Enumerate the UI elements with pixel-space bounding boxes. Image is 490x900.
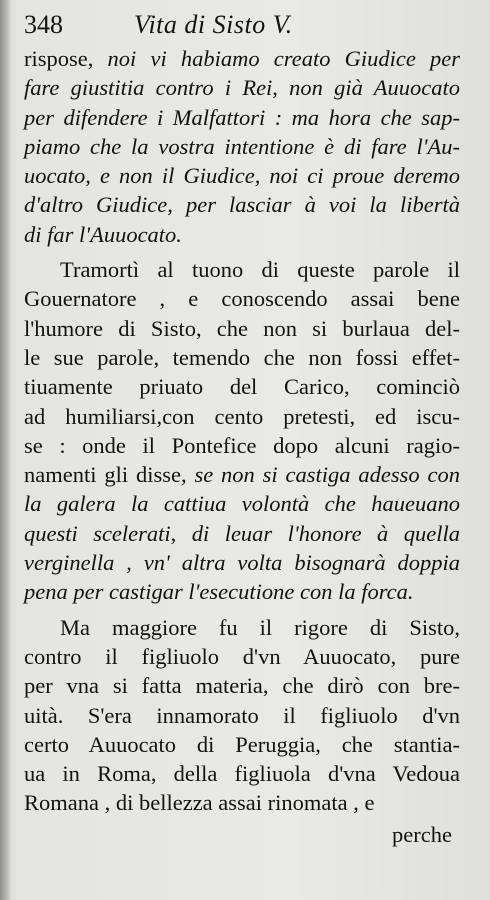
italic-text: piamo che la vostra intentione è di fare l'Au- (24, 133, 460, 159)
body-text (24, 44, 460, 818)
text-line (24, 642, 460, 671)
text-line (24, 788, 460, 817)
text-line (24, 132, 460, 161)
text-line (24, 402, 460, 431)
text-line (24, 44, 460, 73)
italic-text: per difendere i Malfattori : ma hora che sap- (24, 104, 460, 130)
text-line (24, 613, 460, 642)
italic-text: uocato, e non il Giudice, noi ci proue deremo (24, 163, 460, 189)
roman-text: per vna si fatta materia, che dirò con bre- (24, 673, 460, 699)
roman-text: contro il figliuolo d'vn Auuocato, pure (24, 643, 460, 669)
text-line (24, 759, 460, 788)
italic-text: di far l'Auuocato. (24, 221, 182, 247)
text-line (24, 343, 460, 372)
text-line (24, 255, 460, 284)
text-line (24, 161, 460, 190)
text-line (24, 730, 460, 759)
text-line (24, 701, 460, 730)
roman-text: rispose, (24, 46, 108, 71)
roman-text: le sue parole, temendo che non fossi effet- (24, 344, 460, 370)
text-line (24, 548, 460, 577)
roman-text: Romana , di bellezza assai rinomata , e (24, 790, 375, 816)
roman-text: l'humore di Sisto, che non si burlaua del- (24, 315, 460, 341)
text-line (24, 671, 460, 700)
paragraph (24, 255, 460, 607)
page-gutter-shadow (0, 0, 10, 900)
running-title: Vita di Sisto V. (134, 10, 293, 39)
page-number: 348 (24, 10, 63, 39)
italic-text: d'altro Giudice, per lasciar à voi la libertà (24, 192, 460, 218)
text-line (24, 431, 460, 460)
italic-text: noi vi habiamo creato Giudice per (107, 46, 460, 71)
text-line (24, 284, 460, 313)
roman-text: certo Auuocato di Peruggia, che stantia- (24, 731, 460, 757)
italic-text: pena per castigar l'esecutione con la forca. (24, 579, 414, 605)
text-line (24, 519, 460, 548)
text-line (24, 103, 460, 132)
roman-text: Gouernatore , e conoscendo assai bene (24, 286, 460, 312)
roman-text: Ma maggiore fu il rigore di Sisto, (60, 614, 460, 640)
text-line (24, 314, 460, 343)
paragraph (24, 44, 460, 249)
page-header (24, 10, 460, 40)
text-line (24, 577, 460, 606)
text-line (24, 372, 460, 401)
roman-text: ad humiliarsi,con cento pretesti, ed iscu- (24, 403, 460, 429)
italic-text: se non si castiga adesso con (194, 462, 460, 488)
italic-text: questi scelerati, di leuar l'honore à quella (24, 520, 460, 546)
text-line (24, 489, 460, 518)
text-line (24, 460, 460, 489)
italic-text: fare giustitia contro i Rei, non già Auuocato (24, 75, 460, 101)
roman-text: ua in Roma, della figliuola d'vna Vedoua (24, 761, 460, 787)
paragraph (24, 613, 460, 818)
roman-text: uità. S'era innamorato il figliuolo d'vn (24, 702, 460, 728)
roman-text: tiuamente priuato del Carico, cominciò (24, 374, 460, 400)
text-line (24, 190, 460, 219)
roman-text: Tramortì al tuono di queste parole il (60, 257, 460, 283)
italic-text: la galera la cattiua volontà che haueuano (24, 491, 460, 517)
italic-text: verginella , vn' altra volta bisognarà doppia (24, 550, 460, 576)
catchword: perche (392, 821, 452, 847)
text-line (24, 220, 460, 249)
text-line (24, 73, 460, 102)
roman-text: namenti gli disse, (24, 462, 195, 488)
roman-text: se : onde il Pontefice dopo alcuni ragio- (24, 432, 460, 458)
